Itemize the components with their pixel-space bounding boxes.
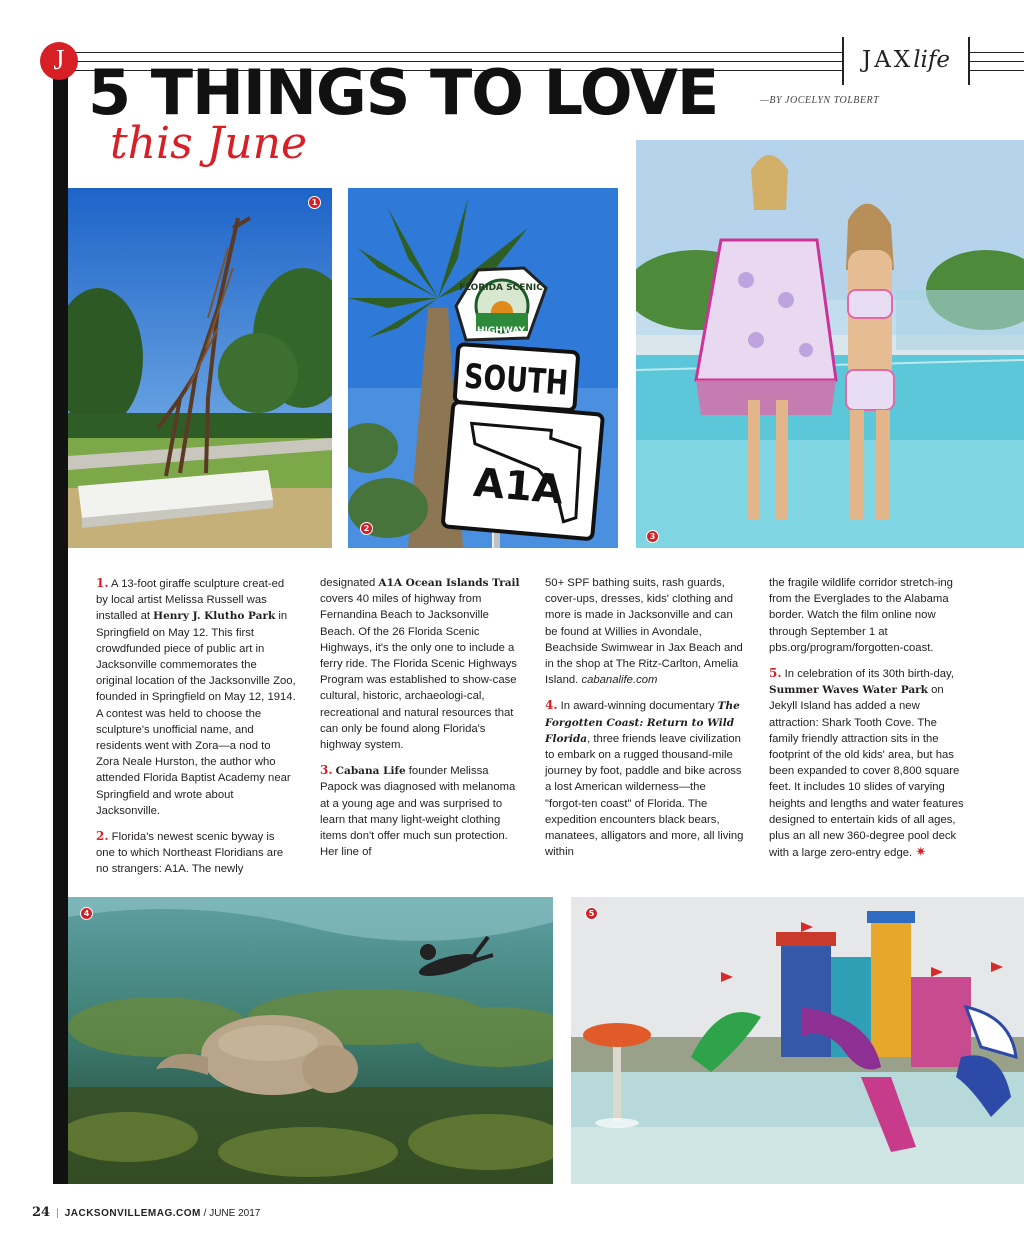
item-4-film-title: The Forgotten Coast: Return to Wild Florida (545, 700, 740, 745)
photo-number-4: 4 (80, 907, 93, 920)
item-4-number: 4. (545, 698, 558, 713)
photo-cabana-life-swimwear (636, 140, 1024, 548)
item-2-paragraph-cont (320, 575, 520, 753)
sign-route-text: A1A (471, 459, 566, 514)
photo-manatee-underwater (68, 897, 553, 1184)
item-5-text-a: In celebration of its 30th birth-day, (781, 668, 955, 681)
footer-separator: | (56, 1208, 59, 1219)
item-3-number: 3. (320, 763, 333, 778)
photo-number-1: 1 (308, 196, 321, 209)
item-1-place: Henry J. Klutho Park (153, 610, 276, 623)
item-4-text-a: In award-winning documentary (557, 700, 718, 713)
item-4-paragraph-cont (769, 575, 969, 656)
item-5-number: 5. (769, 666, 782, 681)
photo-number-2: 2 (360, 522, 373, 535)
item-3-paragraph-cont (545, 575, 745, 688)
item-2-place: A1A Ocean Islands Trail (378, 577, 520, 589)
item-3-link[interactable]: cabanalife.com (581, 674, 658, 687)
item-1-paragraph (96, 575, 296, 819)
item-5-paragraph (769, 665, 969, 861)
item-1-text-a: A 13-foot giraffe sculpture creat-ed by local artist Melissa Russell was installed at (96, 578, 285, 623)
item-2-paragraph-start (96, 828, 296, 878)
section-label (842, 37, 970, 85)
page-subhead: this June (110, 118, 308, 169)
photo-number-3: 3 (646, 530, 659, 543)
left-margin-rule (53, 76, 68, 1184)
article-column-1 (96, 575, 296, 887)
item-3-text-a: founder Melissa Papock was diagnosed with melanoma at a young age and was surprised to learn that many light-weight clothing items don't offer much sun protection. Her line of (320, 765, 516, 859)
article-column-4 (769, 575, 969, 870)
item-2-text-a: Florida's newest scenic byway is one to which Northeast Floridians are no strangers: A1A. The newly (96, 831, 284, 876)
page-headline: 5 THINGS TO LOVE (88, 56, 719, 129)
byline: —BY JOCELYN TOLBERT (760, 95, 880, 106)
section-label-life: life (913, 47, 951, 73)
item-2-number: 2. (96, 829, 109, 844)
page-footer (32, 1205, 260, 1220)
item-2-text-c: covers 40 miles of highway from Fernandina Beach to Jacksonville Beach. Of the 26 Florida Scenic Highways, it's the only one to include a ferry ride. The Florida Scenic Highways Program was established to show-case cultural, historic, archaeologi-cal, recreational and natural resources that can only be found along Florida's highway system. (320, 593, 517, 752)
article-column-3 (545, 575, 745, 869)
item-3-text-b: 50+ SPF bathing suits, rash guards, cover-ups, dresses, kids' clothing and more is made in Jacksonville and can be found at Willies in Avondale, Beachside Swimwear in Jax Beach and in the shop at The Ritz-Carlton, Amelia Island. (545, 577, 743, 687)
page-number: 24 (32, 1205, 51, 1220)
item-5-place: Summer Waves Water Park (769, 684, 928, 697)
item-4-text-c: the fragile wildlife corridor stretch-ing from the Everglades to the Alabama border. Watch the film online now through September 1 at pbs.org/program/forgotten-coast. (769, 577, 953, 654)
photo-number-5: 5 (585, 907, 598, 920)
item-4-text-b: , three friends leave civilization to embark on a rugged thousand-mile journey by foot, paddle and bike across a lost American wilderness—the "forgot-ten coast" of Florida. The expedition encounters black bears, manatees, alligators and more, all living within (545, 732, 744, 859)
item-4-paragraph-start (545, 697, 745, 860)
item-1-text-b: in Springfield on May 12. This first crowdfunded piece of public art in Jacksonville commemorates the original location of the Jacksonville Zoo, founded in Springfield on May 12, 1914. A contest was held to choose the sculpture's unofficial name, and residents went with Zora—a nod to Zora Neale Hurston, the author who attended Florida Baptist Academy near Springfield and wrote about Jacksonville. (96, 610, 296, 817)
footer-issue: / JUNE 2017 (200, 1208, 261, 1219)
item-5-text-b: on Jekyll Island has added a new attraction: Shark Tooth Cove. The family friendly attraction sits in the footprint of the old kids' area, but has been expanded to cover 8,800 square feet. It includes 10 slides of varying heights and lengths and water features designed to entertain kids of all ages, plus an all new 360-degree pool deck with a large zero-entry edge. (769, 684, 964, 860)
end-mark-icon: ✷ (915, 844, 927, 860)
photo-water-park (571, 897, 1024, 1184)
item-2-text-b: designated (320, 577, 379, 589)
section-label-jax: JAX (861, 47, 914, 73)
photo-giraffe-sculpture (68, 188, 332, 548)
photo-a1a-scenic-sign (348, 188, 618, 548)
article-column-2 (320, 575, 520, 869)
item-3-paragraph-start (320, 762, 520, 860)
item-1-number: 1. (96, 576, 109, 590)
sign-shield-bottom: HIGHWAY (477, 326, 525, 336)
item-3-brand: Cabana Life (335, 765, 406, 778)
section-badge: J (40, 42, 78, 80)
sign-shield-top: FLORIDA SCENIC (459, 283, 543, 293)
footer-site: JACKSONVILLEMAG.COM (64, 1208, 201, 1219)
sign-direction-text: SOUTH (462, 356, 599, 406)
